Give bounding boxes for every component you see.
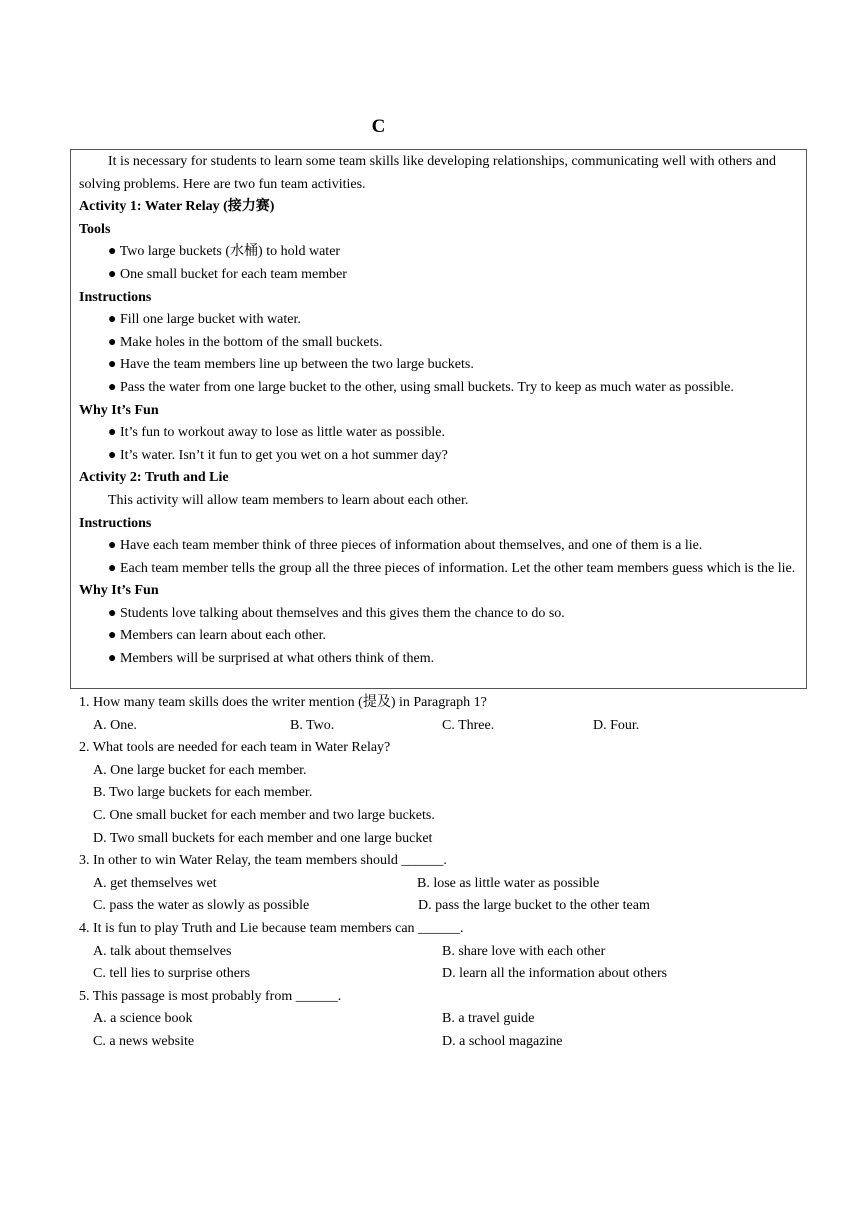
instruction-item: ● Make holes in the bottom of the small buckets. [108, 334, 383, 350]
answer-option[interactable]: B. Two. [290, 717, 335, 733]
answer-option[interactable]: D. Four. [593, 717, 640, 733]
why-fun-item: ● Students love talking about themselves and this gives them the chance to do so. [108, 605, 565, 621]
answer-option[interactable]: D. Two small buckets for each member and one large bucket [93, 830, 433, 846]
activity2-heading: Activity 2: Truth and Lie [79, 470, 229, 486]
question-stem: 2. What tools are needed for each team in Water Relay? [79, 740, 391, 756]
answer-option[interactable]: A. One large bucket for each member. [93, 762, 307, 778]
question-stem: 4. It is fun to play Truth and Lie because team members can ______. [79, 920, 464, 936]
tools-heading: Tools [79, 221, 111, 237]
instruction-item: ● Have each team member think of three pieces of information about themselves, and one of them is a lie. [108, 538, 703, 554]
answer-option[interactable]: D. learn all the information about others [442, 966, 668, 982]
instructions-heading: Instructions [79, 289, 152, 305]
answer-option[interactable]: A. talk about themselves [93, 943, 232, 959]
answer-option[interactable]: B. Two large buckets for each member. [93, 785, 313, 801]
option-row [79, 963, 799, 986]
reading-passage [70, 149, 807, 689]
answer-option[interactable]: B. share love with each other [442, 943, 606, 959]
instructions-heading: Instructions [79, 515, 152, 531]
why-fun-item: ● It’s water. Isn’t it fun to get you wet on a hot summer day? [108, 447, 448, 463]
answer-option[interactable]: B. lose as little water as possible [417, 875, 600, 891]
answer-option[interactable]: C. tell lies to surprise others [93, 966, 251, 982]
answer-option[interactable]: A. a science book [93, 1011, 193, 1027]
activity1-heading: Activity 1: Water Relay (接力赛) [79, 199, 275, 215]
instruction-item: ● Each team member tells the group all the three pieces of information. Let the other team members guess which is the lie. [108, 560, 796, 576]
why-fun-heading: Why It’s Fun [79, 583, 159, 599]
why-fun-item: ● Members will be surprised at what others think of them. [108, 651, 435, 667]
option-row [79, 1008, 799, 1031]
answer-option[interactable]: D. pass the large bucket to the other team [418, 898, 650, 914]
tool-item: ● Two large buckets (水桶) to hold water [108, 244, 341, 260]
answer-option[interactable]: C. pass the water as slowly as possible [93, 898, 310, 914]
answer-option[interactable]: A. get themselves wet [93, 875, 217, 891]
answer-option[interactable]: D. a school magazine [442, 1033, 563, 1049]
answer-option[interactable]: B. a travel guide [442, 1011, 535, 1027]
option-row [79, 715, 799, 738]
answer-option[interactable]: C. Three. [442, 717, 495, 733]
why-fun-item: ● It’s fun to workout away to lose as little water as possible. [108, 425, 446, 441]
option-row [79, 1031, 799, 1054]
section-letter: C [371, 116, 386, 137]
tool-item: ● One small bucket for each team member [108, 266, 347, 282]
question-stem: 5. This passage is most probably from ______. [79, 988, 342, 1004]
answer-option[interactable]: C. One small bucket for each member and two large buckets. [93, 807, 435, 823]
why-fun-item: ● Members can learn about each other. [108, 628, 326, 644]
option-row [79, 895, 799, 918]
activity2-intro: This activity will allow team members to learn about each other. [108, 492, 469, 508]
option-row [79, 873, 799, 896]
answer-option[interactable]: C. a news website [93, 1033, 195, 1049]
instruction-item: ● Have the team members line up between the two large buckets. [108, 357, 474, 373]
option-row [79, 941, 799, 964]
instruction-item: ● Fill one large bucket with water. [108, 312, 301, 328]
answer-option[interactable]: A. One. [93, 717, 137, 733]
question-list [79, 692, 799, 1054]
question-stem: 1. How many team skills does the writer mention (提及) in Paragraph 1? [79, 695, 487, 710]
passage-intro: It is necessary for students to learn some team skills like developing relationships, communicating well with others and solving problems. Here are two fun team activities. [79, 154, 776, 192]
question-stem: 3. In other to win Water Relay, the team members should ______. [79, 853, 447, 869]
instruction-item: ● Pass the water from one large bucket to the other, using small buckets. Try to keep as much water as possible. [108, 379, 734, 395]
why-fun-heading: Why It’s Fun [79, 402, 159, 418]
